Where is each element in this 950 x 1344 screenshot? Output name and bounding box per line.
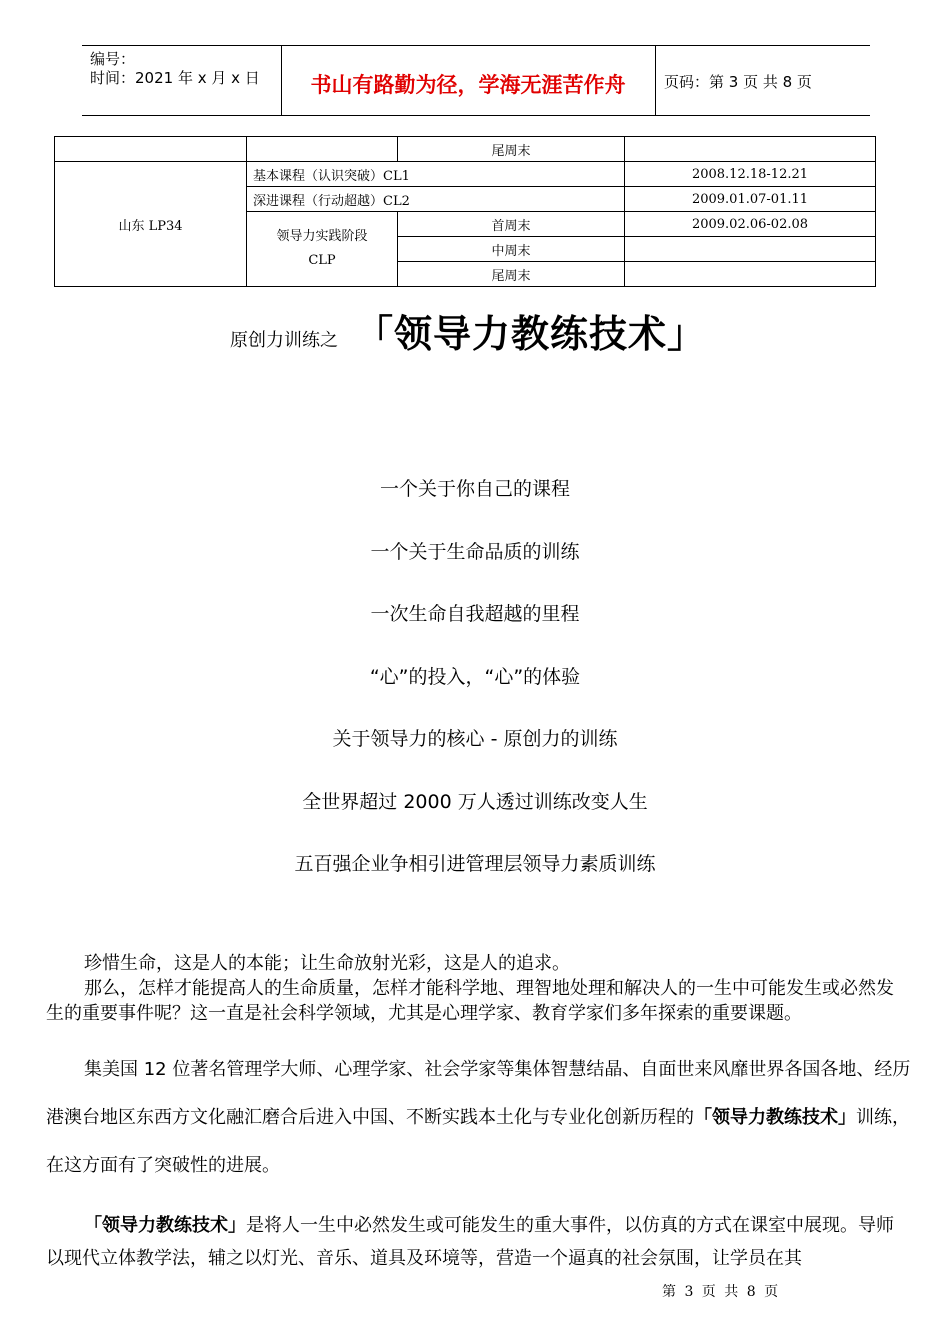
tagline: 一个关于你自己的课程: [379, 478, 570, 500]
paragraph: 那么，怎样才能提高人的生命质量，怎样才能科学地、理智地处理和解决人的一生中可能发生或必然发生的重要事件呢？这一直是社会科学领域，尤其是心理学家、教育学家们多年探索的重要课题。: [46, 978, 894, 1024]
highlight-text: 「领导力教练技术」: [84, 1215, 246, 1236]
table-cell: [55, 137, 247, 162]
header-motto: 书山有路勤为径，学海无涯苦作舟: [310, 72, 626, 97]
table-row: [55, 137, 876, 162]
date-cell: 2009.02.06-02.08: [625, 212, 876, 237]
tagline: 五百强企业争相引进管理层领导力素质训练: [294, 853, 656, 875]
practice-stage-code: CLP: [308, 253, 336, 268]
paragraph-text: 训练，在这方面有了突破性的进展。: [46, 1107, 910, 1176]
weekend-cell: 首周末: [398, 212, 625, 237]
tagline: 一次生命自我超越的里程: [370, 603, 580, 625]
tagline: “心”的投入，“心”的体验: [369, 665, 581, 688]
weekend-cell: 尾周末: [398, 262, 625, 287]
table-cell: 尾周末: [398, 137, 625, 162]
tagline: 全世界超过 2000 万人透过训练改变人生: [302, 790, 648, 813]
date-cell: [625, 237, 876, 262]
tagline-list: [0, 478, 950, 916]
weekend-cell: 中周末: [398, 237, 625, 262]
header-bottom-rule: [82, 115, 870, 116]
table-cell: [625, 137, 876, 162]
practice-stage-label: 领导力实践阶段: [276, 229, 368, 244]
table-row: [55, 162, 876, 187]
highlight-text: 「领导力教练技术」: [694, 1107, 856, 1128]
region-cell: 山东 LP34: [55, 162, 247, 287]
tagline: 一个关于生命品质的训练: [370, 540, 580, 563]
paragraph: 珍惜生命，这是人的本能；让生命放射光彩，这是人的追求。: [84, 953, 570, 974]
header-number-label: 编号：: [90, 50, 136, 68]
paragraph: [46, 1046, 911, 1190]
date-cell: [625, 262, 876, 287]
header-divider: [655, 45, 656, 115]
date-cell: 2008.12.18-12.21: [625, 162, 876, 187]
paragraph: [46, 1209, 911, 1275]
tagline: 关于领导力的核心 - 原创力的训练: [332, 728, 618, 750]
title-prefix: 原创力训练之: [230, 330, 338, 351]
course-cell: 基本课程（认识突破）CL1: [247, 162, 625, 187]
header-top-rule: [82, 45, 870, 46]
header-page-number: 页码：第 3 页 共 8 页: [664, 73, 812, 91]
footer-page-number: 第 3 页 共 8 页: [662, 1284, 781, 1300]
schedule-table: [54, 136, 876, 287]
paragraph-text: 是将人一生中必然发生或可能发生的重大事件，以仿真的方式在课室中展现。导师以现代立体教学法，辅之以灯光、音乐、道具及环境等，营造一个逼真的社会氛围，让学员在其: [46, 1215, 894, 1269]
paragraph-text: 集美国 12 位著名管理学大师、心理学家、社会学家等集体智慧结晶、自面世来风靡世界各国各地、经历港澳台地区东西方文化融汇磨合后进入中国、不断实践本土化与专业化创新历程的: [46, 1059, 911, 1128]
course-cell: 深进课程（行动超越）CL2: [247, 187, 625, 212]
page-title: 「领导力教练技术」: [355, 312, 707, 356]
table-cell: [247, 137, 398, 162]
practice-stage-cell: [247, 212, 398, 287]
date-cell: 2009.01.07-01.11: [625, 187, 876, 212]
header-date: 时间：2021 年 x 月 x 日: [90, 69, 260, 87]
